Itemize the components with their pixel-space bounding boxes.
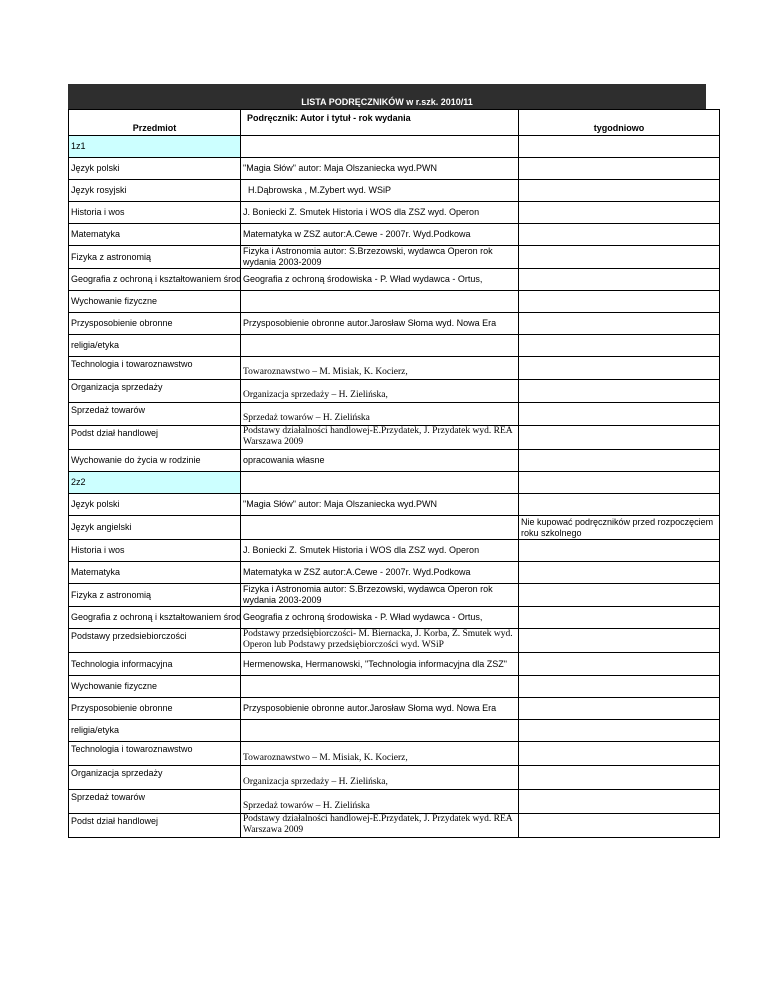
textbook-cell: Matematyka w ZSZ autor:A.Cewe - 2007r. Wyd.Podkowa <box>241 562 519 584</box>
table-row <box>69 291 720 313</box>
subject-cell: Organizacja sprzedaży <box>69 380 241 403</box>
textbook-cell: Hermenowska, Hermanowski, "Technologia informacyjna dla ZSZ" <box>241 653 519 676</box>
textbook-cell: Przysposobienie obronne autor.Jarosław Słoma wyd. Nowa Era <box>241 698 519 720</box>
table-row <box>69 357 720 380</box>
subject-cell: Fizyka z astronomią <box>69 584 241 607</box>
weekly-cell <box>519 698 720 720</box>
table-row <box>69 450 720 472</box>
textbook-cell: Sprzedaż towarów – H. Zielińska <box>241 403 519 426</box>
textbook-cell: Sprzedaż towarów – H. Zielińska <box>241 790 519 814</box>
weekly-cell <box>519 629 720 653</box>
textbook-cell <box>241 472 519 494</box>
subject-cell: Język polski <box>69 494 241 516</box>
subject-cell: Podstawy przedsiebiorczości <box>69 629 241 653</box>
header-textbook: Podręcznik: Autor i tytuł - rok wydania <box>241 110 519 136</box>
subject-cell: Wychowanie fizyczne <box>69 676 241 698</box>
textbook-cell: Towaroznawstwo – M. Misiak, K. Kocierz, <box>241 357 519 380</box>
table-row <box>69 403 720 426</box>
table-row <box>69 629 720 653</box>
table-row <box>69 516 720 540</box>
table-row <box>69 335 720 357</box>
subject-cell: Podst dział handlowej <box>69 814 241 838</box>
textbook-cell: Podstawy działalności handlowej-E.Przydatek, J. Przydatek wyd. REA Warszawa 2009 <box>241 426 519 450</box>
subject-cell: Technologia i towaroznawstwo <box>69 742 241 766</box>
weekly-cell <box>519 562 720 584</box>
textbook-cell: Podstawy działalności handlowej-E.Przydatek, J. Przydatek wyd. REA Warszawa 2009 <box>241 814 519 838</box>
table-row <box>69 540 720 562</box>
table-row <box>69 607 720 629</box>
textbook-cell: "Magia Słów" autor: Maja Olszaniecka wyd.PWN <box>241 158 519 180</box>
table-row <box>69 246 720 269</box>
subject-cell: Język rosyjski <box>69 180 241 202</box>
subject-cell: Geografia z ochroną i kształtowaniem środ <box>69 607 241 629</box>
table-row <box>69 653 720 676</box>
header-weekly: tygodniowo <box>519 110 720 136</box>
table-row <box>69 814 720 838</box>
subject-cell: Język polski <box>69 158 241 180</box>
table-row <box>69 158 720 180</box>
table-body <box>69 110 720 838</box>
table-row <box>69 224 720 246</box>
header-subject: Przedmiot <box>69 110 241 136</box>
textbook-cell: Podstawy przedsiębiorczości- M. Biernacka, J. Korba, Z. Smutek wyd. Operon lub Podstawy przedsiębiorczości wyd. WSiP <box>241 629 519 653</box>
subject-cell: Sprzedaż towarów <box>69 790 241 814</box>
weekly-cell <box>519 246 720 269</box>
textbook-cell <box>241 335 519 357</box>
subject-cell: Historia i wos <box>69 540 241 562</box>
subject-cell: Historia i wos <box>69 202 241 224</box>
table-row <box>69 269 720 291</box>
table-row <box>69 720 720 742</box>
weekly-cell <box>519 472 720 494</box>
page-title: LISTA PODRĘCZNIKÓW w r.szk. 2010/11 <box>301 97 473 107</box>
weekly-cell <box>519 607 720 629</box>
table-row <box>69 426 720 450</box>
subject-cell: Fizyka z astronomią <box>69 246 241 269</box>
table-row <box>69 202 720 224</box>
subject-cell: religia/etyka <box>69 720 241 742</box>
textbook-cell <box>241 136 519 158</box>
textbook-cell: Przysposobienie obronne autor.Jarosław Słoma wyd. Nowa Era <box>241 313 519 335</box>
table-row <box>69 698 720 720</box>
textbook-cell <box>241 676 519 698</box>
subject-cell: Sprzedaż towarów <box>69 403 241 426</box>
textbook-cell <box>241 720 519 742</box>
subject-cell: Przysposobienie obronne <box>69 698 241 720</box>
weekly-cell <box>519 269 720 291</box>
textbook-cell: Organizacja sprzedaży – H. Zielińska, <box>241 766 519 790</box>
weekly-cell <box>519 766 720 790</box>
weekly-cell <box>519 540 720 562</box>
section-row <box>69 472 720 494</box>
weekly-note: Nie kupować podręczników przed rozpoczęciem roku szkolnego <box>519 516 720 540</box>
table-row <box>69 562 720 584</box>
textbook-table <box>68 109 720 838</box>
weekly-cell <box>519 742 720 766</box>
table-row <box>69 790 720 814</box>
weekly-cell <box>519 494 720 516</box>
subject-cell: Technologia i towaroznawstwo <box>69 357 241 380</box>
weekly-cell <box>519 426 720 450</box>
weekly-cell <box>519 676 720 698</box>
textbook-cell: Matematyka w ZSZ autor:A.Cewe - 2007r. Wyd.Podkowa <box>241 224 519 246</box>
textbook-cell: opracowania własne <box>241 450 519 472</box>
weekly-cell <box>519 584 720 607</box>
textbook-cell: Organizacja sprzedaży – H. Zielińska, <box>241 380 519 403</box>
textbook-cell: "Magia Słów" autor: Maja Olszaniecka wyd.PWN <box>241 494 519 516</box>
textbook-cell <box>241 291 519 313</box>
subject-cell: religia/etyka <box>69 335 241 357</box>
subject-cell: Organizacja sprzedaży <box>69 766 241 790</box>
weekly-cell <box>519 814 720 838</box>
textbook-cell: H.Dąbrowska , M.Zybert wyd. WSiP <box>241 180 519 202</box>
section-label: 2z2 <box>69 472 241 494</box>
weekly-cell <box>519 380 720 403</box>
subject-cell: Przysposobienie obronne <box>69 313 241 335</box>
weekly-cell <box>519 313 720 335</box>
subject-cell: Język angielski <box>69 516 241 540</box>
subject-cell: Matematyka <box>69 224 241 246</box>
table-row <box>69 766 720 790</box>
table-row <box>69 180 720 202</box>
title-bar <box>68 84 706 109</box>
textbook-cell: Geografia z ochroną środowiska - P. Wład wydawca - Ortus, <box>241 607 519 629</box>
table-row <box>69 742 720 766</box>
weekly-cell <box>519 158 720 180</box>
weekly-cell <box>519 202 720 224</box>
textbook-cell: Towaroznawstwo – M. Misiak, K. Kocierz, <box>241 742 519 766</box>
subject-cell: Geografia z ochroną i kształtowaniem środ <box>69 269 241 291</box>
weekly-cell <box>519 450 720 472</box>
weekly-cell <box>519 653 720 676</box>
subject-cell: Technologia informacyjna <box>69 653 241 676</box>
weekly-cell <box>519 180 720 202</box>
subject-cell: Matematyka <box>69 562 241 584</box>
table-row <box>69 313 720 335</box>
subject-cell: Wychowanie fizyczne <box>69 291 241 313</box>
section-label: 1z1 <box>69 136 241 158</box>
textbook-cell: Geografia z ochroną środowiska - P. Wład wydawca - Ortus, <box>241 269 519 291</box>
table-row <box>69 584 720 607</box>
weekly-cell <box>519 790 720 814</box>
table-row <box>69 380 720 403</box>
header-row <box>69 110 720 136</box>
section-row <box>69 136 720 158</box>
textbook-cell: J. Boniecki Z. Smutek Historia i WOS dla ZSZ wyd. Operon <box>241 540 519 562</box>
weekly-cell <box>519 403 720 426</box>
textbook-cell: Fizyka i Astronomia autor: S.Brzezowski, wydawca Operon rok wydania 2003-2009 <box>241 246 519 269</box>
subject-cell: Podst dział handlowej <box>69 426 241 450</box>
weekly-cell <box>519 357 720 380</box>
textbook-cell: J. Boniecki Z. Smutek Historia i WOS dla ZSZ wyd. Operon <box>241 202 519 224</box>
weekly-cell <box>519 720 720 742</box>
weekly-cell <box>519 335 720 357</box>
subject-cell: Wychowanie do życia w rodzinie <box>69 450 241 472</box>
weekly-cell <box>519 291 720 313</box>
textbook-cell: Fizyka i Astronomia autor: S.Brzezowski, wydawca Operon rok wydania 2003-2009 <box>241 584 519 607</box>
weekly-cell <box>519 224 720 246</box>
table-row <box>69 676 720 698</box>
table-row <box>69 494 720 516</box>
weekly-cell <box>519 136 720 158</box>
textbook-cell <box>241 516 519 540</box>
